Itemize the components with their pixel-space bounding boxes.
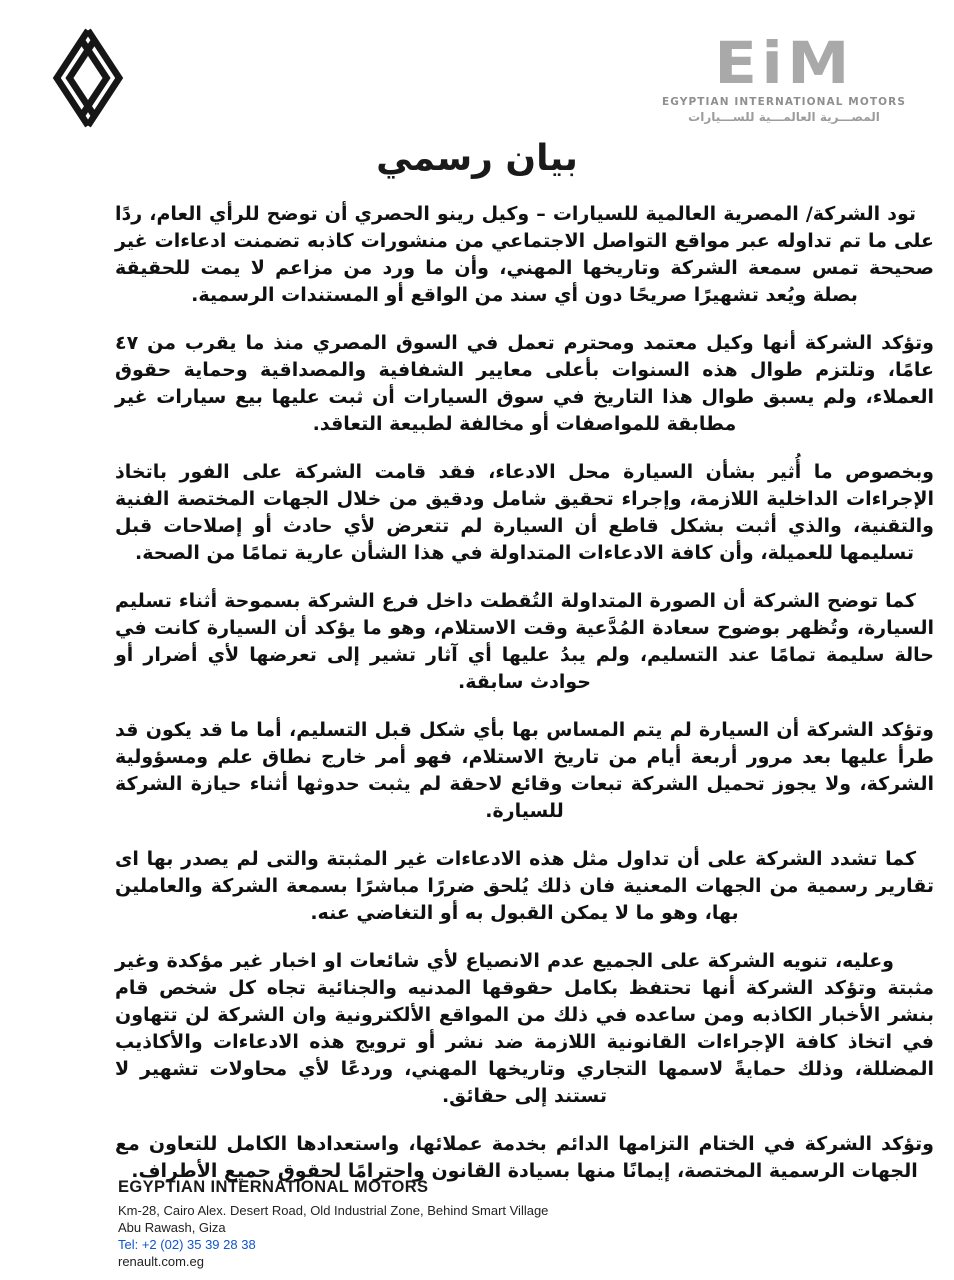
footer-address-line1: Km-28, Cairo Alex. Desert Road, Old Industrial Zone, Behind Smart Village <box>118 1203 549 1218</box>
paragraph-5: وتؤكد الشركة أن السيارة لم يتم المساس بها بأي شكل قبل التسليم، أما ما قد يكون قد طرأ عليها بعد مرور أربعة أيام من تاريخ الاستلام، فهو أمر خارج نطاق علم ومسؤولية الشركة، ولا يجوز تحميل الشركة تبعات وقائع لاحقة لم يثبت حدوثها أثناء حيازة الشركة للسيارة. <box>115 719 934 822</box>
footer-company-name: EGYPTIAN INTERNATIONAL MOTORS <box>118 1178 429 1196</box>
paragraph-4: كما توضح الشركة أن الصورة المتداولة التُقطت داخل فرع الشركة بسموحة أثناء تسليم السيارة، وتُظهر بوضوح سعادة المُدَّعية وقت الاستلام، وهو ما يؤكد أن السيارة كانت في حالة سليمة تمامًا عند التسليم، ولم يبدُ عليها أي آثار تشير إلى تعرضها لأي أضرار أو حوادث سابقة. <box>115 590 934 693</box>
paragraph-1: تود الشركة/ المصرية العالمية للسيارات – وكيل رينو الحصري أن توضح للرأي العام، ردًا على ما تم تداوله عبر مواقع التواصل الاجتماعي من منشورات كاذبه تضمنت ادعاءات غير صحيحة تمس سمعة الشركة وتاريخها المهني، وأن ما ورد من مزاعم لا يمت للحقيقة بصلة ويُعد تشهيرًا صريحًا دون أي سند من الواقع أو المستندات الرسمية. <box>115 203 934 306</box>
footer-website: renault.com.eg <box>118 1254 204 1269</box>
paragraph-6: كما تشدد الشركة على أن تداول مثل هذه الادعاءات غير المثبتة والتى لم يصدر بها اى تقارير رسمية من الجهات المعنية فان ذلك يُلحق ضررًا مباشرًا بسمعة الشركة والعاملين بها، وهو ما لا يمكن القبول به أو التغاضي عنه. <box>115 848 934 924</box>
paragraph-2: وتؤكد الشركة أنها وكيل معتمد ومحترم تعمل في السوق المصري منذ ما يقرب من ٤٧ عامًا، وتلتزم طوال هذه السنوات بأعلى معايير الشفافية والمصداقية وحماية حقوق العملاء، ولم يسبق طوال هذا التاريخ في سوق السيارات أن ثبت عليها بيع سيارات غير مطابقة للمواصفات أو مخالفة لطبيعة التعاقد. <box>115 332 934 435</box>
eim-logo: EiM <box>714 29 854 97</box>
header <box>0 0 954 132</box>
eim-logo-block <box>662 29 906 124</box>
footer-phone-link[interactable]: Tel: +2 (02) 35 39 28 38 <box>118 1237 256 1252</box>
eim-company-name-arabic: المصـــرية العالمـــية للســـيارات <box>688 110 880 124</box>
statement-title: بيان رسمي <box>376 138 578 179</box>
eim-company-name-english: EGYPTIAN INTERNATIONAL MOTORS <box>662 96 906 108</box>
renault-logo-icon <box>50 26 126 130</box>
footer-contact-block <box>118 1178 548 1270</box>
statement-body <box>115 201 934 1185</box>
paragraph-8: وتؤكد الشركة في الختام التزامها الدائم بخدمة عملائها، واستعدادها الكامل للتعاون مع الجهات الرسمية المختصة، إيمانًا منها بسيادة القانون واحترامًا لحقوق جميع الأطراف. <box>115 1133 934 1182</box>
paragraph-7: وعليه، تنويه الشركة على الجميع عدم الانصياع لأي شائعات او اخبار غير مؤكدة وغير مثبتة وتؤكد الشركة أنها تحتفظ بكامل حقوقها المدنيه والجنائية تجاه كل شخص قام بنشر الأخبار الكاذبه ومن ساعده في ذلك من المواقع الألكترونية وان الشركة لن تتهاون في اتخاذ كافة الإجراءات القانونية اللازمة ضد نشر أو ترويج هذه الادعاءات والأكاذيب المضللة، وذلك حمايةً لاسمها التجاري وتاريخها المهني، وردعًا لأي محاولات تشهير لا تستند إلى حقائق. <box>115 950 934 1107</box>
paragraph-3: وبخصوص ما أُثير بشأن السيارة محل الادعاء، فقد قامت الشركة على الفور باتخاذ الإجراءات الداخلية اللازمة، وإجراء تحقيق شامل ودقيق من خلال الجهات المختصة الفنية والتقنية، والذي أثبت بشكل قاطع أن السيارة لم تتعرض لأي حادث أو إصلاحات قبل تسليمها للعميلة، وأن كافة الادعاءات المتداولة في هذا الشأن عارية تمامًا من الصحة. <box>115 461 934 564</box>
footer-address-line2: Abu Rawash, Giza <box>118 1220 226 1235</box>
